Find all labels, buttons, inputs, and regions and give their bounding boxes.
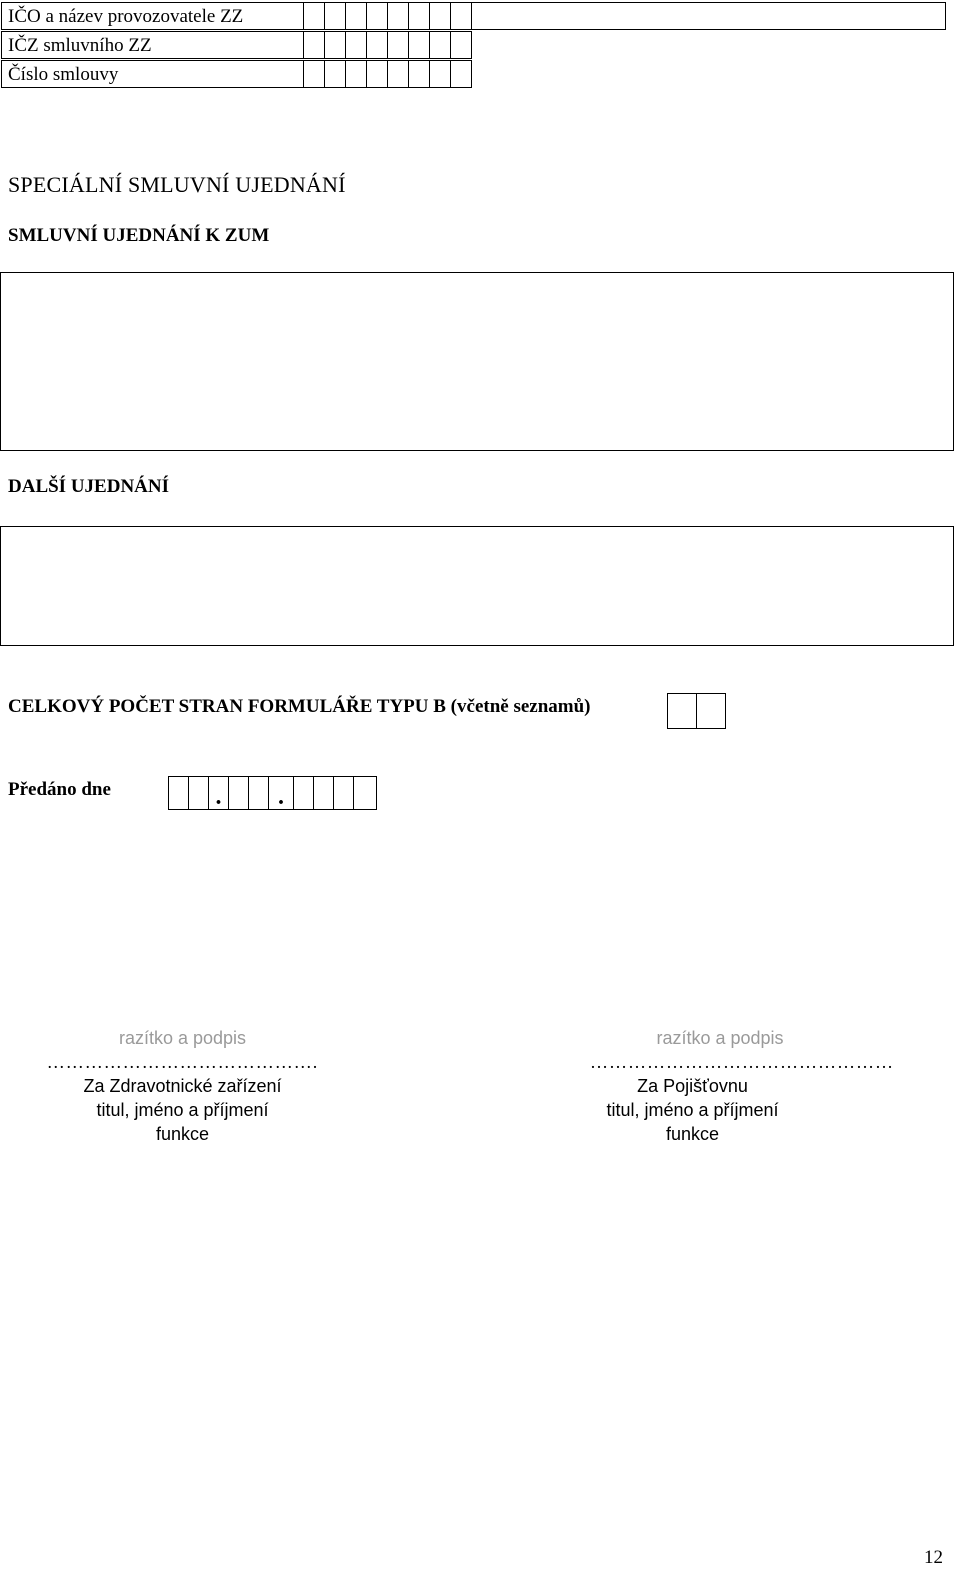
zum-agreement-subtitle: SMLUVNÍ UJEDNÁNÍ K ZUM [8, 225, 270, 246]
ico-digit-cell[interactable] [387, 2, 409, 30]
stamp-signature-label: razítko a podpis [656, 1028, 784, 1048]
icz-digit-cell[interactable] [450, 31, 472, 59]
ico-name-label: IČO a název provozovatele ZZ [1, 2, 304, 30]
ico-digit-cell[interactable] [324, 2, 346, 30]
date-month-cell[interactable] [248, 776, 269, 810]
date-day-cell[interactable] [168, 776, 189, 810]
contract-digit-cell[interactable] [366, 60, 388, 88]
icz-digit-cell[interactable] [345, 31, 367, 59]
date-separator: . [208, 776, 229, 810]
icz-digit-cell[interactable] [429, 31, 451, 59]
left-signature-block [0, 1026, 365, 1146]
date-separator: . [268, 776, 294, 810]
contract-digit-cell[interactable] [450, 60, 472, 88]
contract-number-label: Číslo smlouvy [1, 60, 304, 88]
page-count-cell[interactable] [696, 693, 726, 729]
icz-digit-cell[interactable] [408, 31, 430, 59]
function-label: funkce [155, 1124, 210, 1144]
name-line-label: titul, jméno a příjmení [606, 1100, 779, 1120]
signature-line[interactable]: ………………………………………… [590, 1052, 894, 1072]
contract-digit-cell[interactable] [303, 60, 325, 88]
page-count-label: CELKOVÝ POČET STRAN FORMULÁŘE TYPU B (včetně seznamů) [8, 696, 591, 717]
contract-digit-cell[interactable] [408, 60, 430, 88]
icz-digit-cell[interactable] [324, 31, 346, 59]
name-line-label: titul, jméno a příjmení [96, 1100, 269, 1120]
date-year-cell[interactable] [353, 776, 377, 810]
stamp-signature-label: razítko a podpis [118, 1028, 247, 1048]
signature-line[interactable]: ……………………………………. [46, 1052, 319, 1072]
date-year-cell[interactable] [293, 776, 314, 810]
contract-digit-cell[interactable] [387, 60, 409, 88]
date-month-cell[interactable] [228, 776, 249, 810]
ico-digit-cell[interactable] [408, 2, 430, 30]
icz-digit-cell[interactable] [303, 31, 325, 59]
date-year-cell[interactable] [333, 776, 354, 810]
other-agreement-textbox[interactable] [0, 526, 954, 646]
page-count-cell[interactable] [667, 693, 697, 729]
ico-digit-cell[interactable] [345, 2, 367, 30]
zum-agreement-textbox[interactable] [0, 272, 954, 451]
ico-digit-cell[interactable] [450, 2, 472, 30]
handover-date-label: Předáno dne [8, 779, 111, 800]
ico-digit-cell[interactable] [303, 2, 325, 30]
function-label: funkce [665, 1124, 720, 1144]
party-label: Za Zdravotnické zařízení [83, 1076, 282, 1096]
ico-digit-cell[interactable] [366, 2, 388, 30]
special-agreement-title: SPECIÁLNÍ SMLUVNÍ UJEDNÁNÍ [8, 172, 346, 197]
contract-digit-cell[interactable] [429, 60, 451, 88]
contract-digit-cell[interactable] [324, 60, 346, 88]
page-number: 12 [924, 1547, 943, 1568]
contract-digit-cell[interactable] [345, 60, 367, 88]
icz-label: IČZ smluvního ZZ [1, 31, 304, 59]
party-label: Za Pojišťovnu [637, 1076, 748, 1096]
other-agreement-title: DALŠÍ UJEDNÁNÍ [8, 476, 169, 497]
date-year-cell[interactable] [313, 776, 334, 810]
icz-digit-cell[interactable] [387, 31, 409, 59]
right-signature-block [590, 1026, 960, 1146]
date-day-cell[interactable] [188, 776, 209, 810]
provider-name-field[interactable] [471, 2, 946, 30]
ico-digit-cell[interactable] [429, 2, 451, 30]
icz-digit-cell[interactable] [366, 31, 388, 59]
